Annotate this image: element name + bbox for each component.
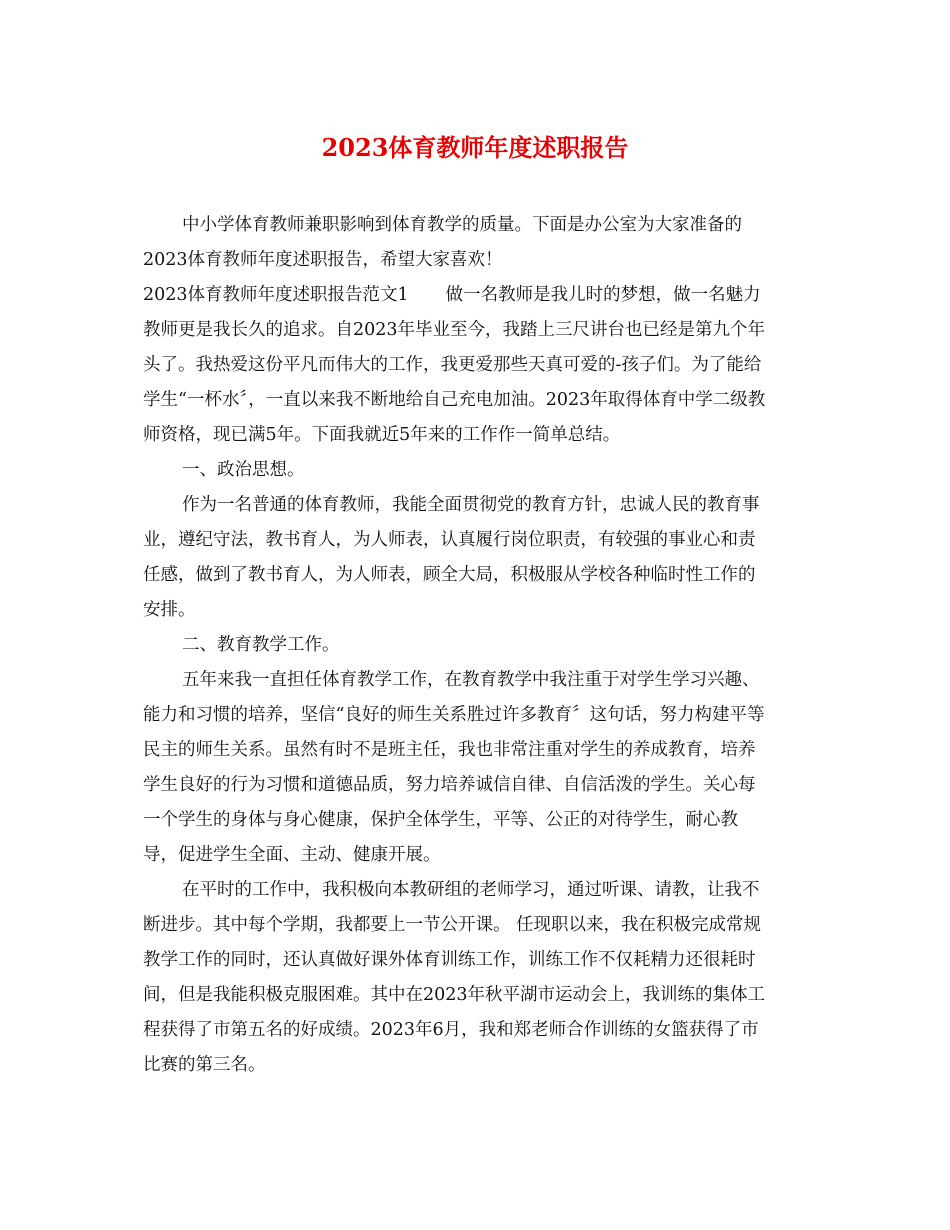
paragraph-line: 民主的师生关系。虽然有时不是班主任，我也非常注重对学生的养成教育，培养 <box>143 740 756 760</box>
section-heading: 一、政治思想。 <box>182 460 305 480</box>
paragraph-line: 比赛的第三名。 <box>143 1055 266 1075</box>
page-title: 2023体育教师年度述职报告 <box>321 133 629 162</box>
paragraph-line: 间，但是我能积极克服困难。其中在2023年秋平湖市运动会上，我训练的集体工 <box>143 985 766 1005</box>
paragraph-line: 教师更是我长久的追求。自2023年毕业至今，我踏上三尺讲台也已经是第九个年 <box>143 320 766 340</box>
paragraph-line: 断进步。其中每个学期，我都要上一节公开课。 任现职以来，我在积极完成常规 <box>143 915 762 935</box>
paragraph-line: 导，促进学生全面、主动、健康开展。 <box>143 845 441 865</box>
paragraph-line: 业，遵纪守法，教书育人，为人师表，认真履行岗位职责，有较强的事业心和责 <box>143 530 756 550</box>
section-heading: 二、教育教学工作。 <box>182 635 340 655</box>
paragraph-line: 任感，做到了教书育人，为人师表，顾全大局，积极服从学校各种临时性工作的 <box>143 565 756 585</box>
paragraph-line: 一个学生的身体与身心健康，保护全体学生，平等、公正的对待学生，耐心教 <box>143 810 738 830</box>
paragraph-line: 师资格，现已满5年。下面我就近5年来的工作作一简单总结。 <box>143 425 621 445</box>
paragraph-line: 头了。我热爱这份平凡而伟大的工作，我更爱那些天真可爱的-孩子们。为了能给 <box>143 355 762 375</box>
sample-heading: 2023体育教师年度述职报告范文1 <box>143 285 409 305</box>
paragraph-line: 安排。 <box>143 600 196 620</box>
paragraph-line: 学生“一杯水〞，一直以来我不断地给自己充电加油。2023年取得体育中学二级教 <box>143 390 766 410</box>
paragraph-line: 五年来我一直担任体育教学工作，在教育教学中我注重于对学生学习兴趣、 <box>182 670 760 690</box>
paragraph-text: 做一名教师是我儿时的梦想，做一名魅力 <box>445 285 761 305</box>
paragraph-line: 在平时的工作中，我积极向本教研组的老师学习，通过听课、请教，让我不 <box>182 880 760 900</box>
paragraph-line <box>143 278 807 313</box>
paragraph-line: 学生良好的行为习惯和道德品质，努力培养诚信自律、自信活泼的学生。关心每 <box>143 775 756 795</box>
paragraph-line: 能力和习惯的培养，坚信“良好的师生关系胜过许多教育〞这句话，努力构建平等 <box>143 705 765 725</box>
document-body <box>143 208 807 1083</box>
paragraph-line: 程获得了市第五名的好成绩。2023年6月，我和郑老师合作训练的女篮获得了市 <box>143 1020 759 1040</box>
paragraph-line: 教学工作的同时，还认真做好课外体育训练工作，训练工作不仅耗精力还很耗时 <box>143 950 756 970</box>
paragraph-line: 作为一名普通的体育教师，我能全面贯彻党的教育方针，忠诚人民的教育事 <box>182 495 760 515</box>
paragraph-line: 2023体育教师年度述职报告，希望大家喜欢！ <box>143 250 503 270</box>
paragraph-line: 中小学体育教师兼职影响到体育教学的质量。下面是办公室为大家准备的 <box>182 215 742 235</box>
